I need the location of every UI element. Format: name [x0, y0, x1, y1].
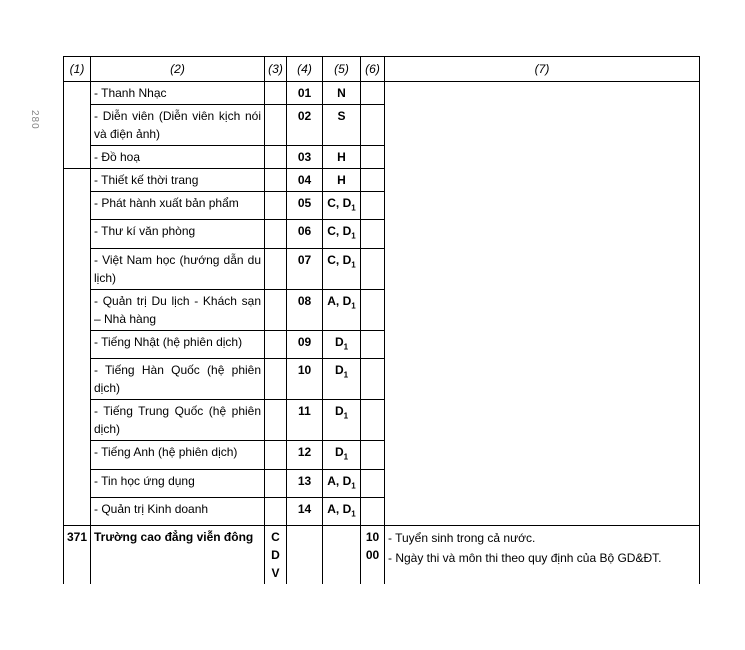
header-row [64, 57, 700, 82]
quota-cell [361, 330, 385, 358]
exam-block: $D_1$ [323, 441, 361, 469]
col-header-1: (1) [64, 57, 91, 82]
major-code: 01 [287, 82, 323, 105]
quota-cell [361, 248, 385, 289]
quota-cell [361, 400, 385, 441]
quota-cell [361, 82, 385, 105]
admissions-table-region [63, 56, 700, 581]
major-name: - Thư kí văn phòng [91, 220, 265, 248]
school-type-cell [265, 82, 287, 105]
major-code: 04 [287, 169, 323, 192]
school-type-cell [265, 105, 287, 146]
table-row [64, 82, 700, 105]
quota-cell [361, 497, 385, 525]
major-name: - Diễn viên (Diễn viên kịch nói và điện ảnh) [91, 105, 265, 146]
quota-cell [361, 469, 385, 497]
major-code: 07 [287, 248, 323, 289]
school-name: Trường cao đẳng viễn đông [91, 526, 265, 585]
col-header-6: (6) [361, 57, 385, 82]
col-header-7: (7) [385, 57, 700, 82]
major-code: 12 [287, 441, 323, 469]
major-name: - Thiết kế thời trang [91, 169, 265, 192]
school-type-cell [265, 169, 287, 192]
school-quota: 1000 [361, 526, 385, 585]
school-code-empty [287, 526, 323, 585]
majors-body [64, 82, 700, 526]
quota-cell [361, 146, 385, 169]
school-type-cell [265, 220, 287, 248]
major-code: 03 [287, 146, 323, 169]
major-code: 02 [287, 105, 323, 146]
major-code: 08 [287, 289, 323, 330]
exam-block: A, $D_1$ [323, 469, 361, 497]
quota-cell [361, 359, 385, 400]
exam-block: A, $D_1$ [323, 289, 361, 330]
exam-block: $D_1$ [323, 359, 361, 400]
exam-block: C, $D_1$ [323, 220, 361, 248]
admissions-table [63, 56, 700, 584]
col-header-4: (4) [287, 57, 323, 82]
major-name: - Tiếng Hàn Quốc (hệ phiên dịch) [91, 359, 265, 400]
major-code: 14 [287, 497, 323, 525]
quota-cell [361, 289, 385, 330]
major-name: - Đồ hoạ [91, 146, 265, 169]
exam-block: H [323, 169, 361, 192]
school-type-cell [265, 469, 287, 497]
school-block-empty [323, 526, 361, 585]
group-number-cell [64, 82, 91, 169]
major-name: - Quản trị Du lịch - Khách sạn – Nhà hàng [91, 289, 265, 330]
exam-block: $D_1$ [323, 400, 361, 441]
major-name: - Thanh Nhạc [91, 82, 265, 105]
quota-cell [361, 441, 385, 469]
page-number: 280 [29, 110, 40, 130]
note-2: - Ngày thi và môn thi theo quy định của Bộ GD&ĐT. [388, 551, 662, 566]
school-notes [385, 526, 700, 585]
school-type-cell [265, 146, 287, 169]
school-type-cell [265, 192, 287, 220]
exam-block: C, $D_1$ [323, 248, 361, 289]
major-code: 13 [287, 469, 323, 497]
school-type-cell [265, 359, 287, 400]
major-code: 06 [287, 220, 323, 248]
school-number: 371 [64, 526, 91, 585]
exam-block: A, $D_1$ [323, 497, 361, 525]
major-name: - Tiếng Trung Quốc (hệ phiên dịch) [91, 400, 265, 441]
school-type-cell [265, 330, 287, 358]
major-name: - Tiếng Nhật (hệ phiên dịch) [91, 330, 265, 358]
quota-cell [361, 192, 385, 220]
school-type-cell [265, 289, 287, 330]
col-header-2: (2) [91, 57, 265, 82]
major-code: 11 [287, 400, 323, 441]
school-row [64, 526, 700, 585]
major-name: - Quản trị Kinh doanh [91, 497, 265, 525]
quota-cell [361, 105, 385, 146]
major-name: - Việt Nam học (hướng dẫn du lịch) [91, 248, 265, 289]
quota-cell [361, 220, 385, 248]
major-name: - Tiếng Anh (hệ phiên dịch) [91, 441, 265, 469]
exam-block: S [323, 105, 361, 146]
major-name: - Tin học ứng dụng [91, 469, 265, 497]
major-code: 05 [287, 192, 323, 220]
school-type-cell [265, 441, 287, 469]
major-code: 09 [287, 330, 323, 358]
col-header-3: (3) [265, 57, 287, 82]
exam-block: $D_1$ [323, 330, 361, 358]
note-1: - Tuyển sinh trong cả nước. [388, 531, 536, 546]
exam-block: N [323, 82, 361, 105]
exam-block: C, $D_1$ [323, 192, 361, 220]
school-type-cell [265, 400, 287, 441]
school-type-cell [265, 497, 287, 525]
major-name: - Phát hành xuất bản phẩm [91, 192, 265, 220]
quota-cell [361, 169, 385, 192]
school-type-cell [265, 248, 287, 289]
major-code: 10 [287, 359, 323, 400]
group-number-cell [64, 169, 91, 526]
col-header-5: (5) [323, 57, 361, 82]
exam-block: H [323, 146, 361, 169]
school-type: CDV [265, 526, 287, 585]
notes-cell [385, 82, 700, 526]
